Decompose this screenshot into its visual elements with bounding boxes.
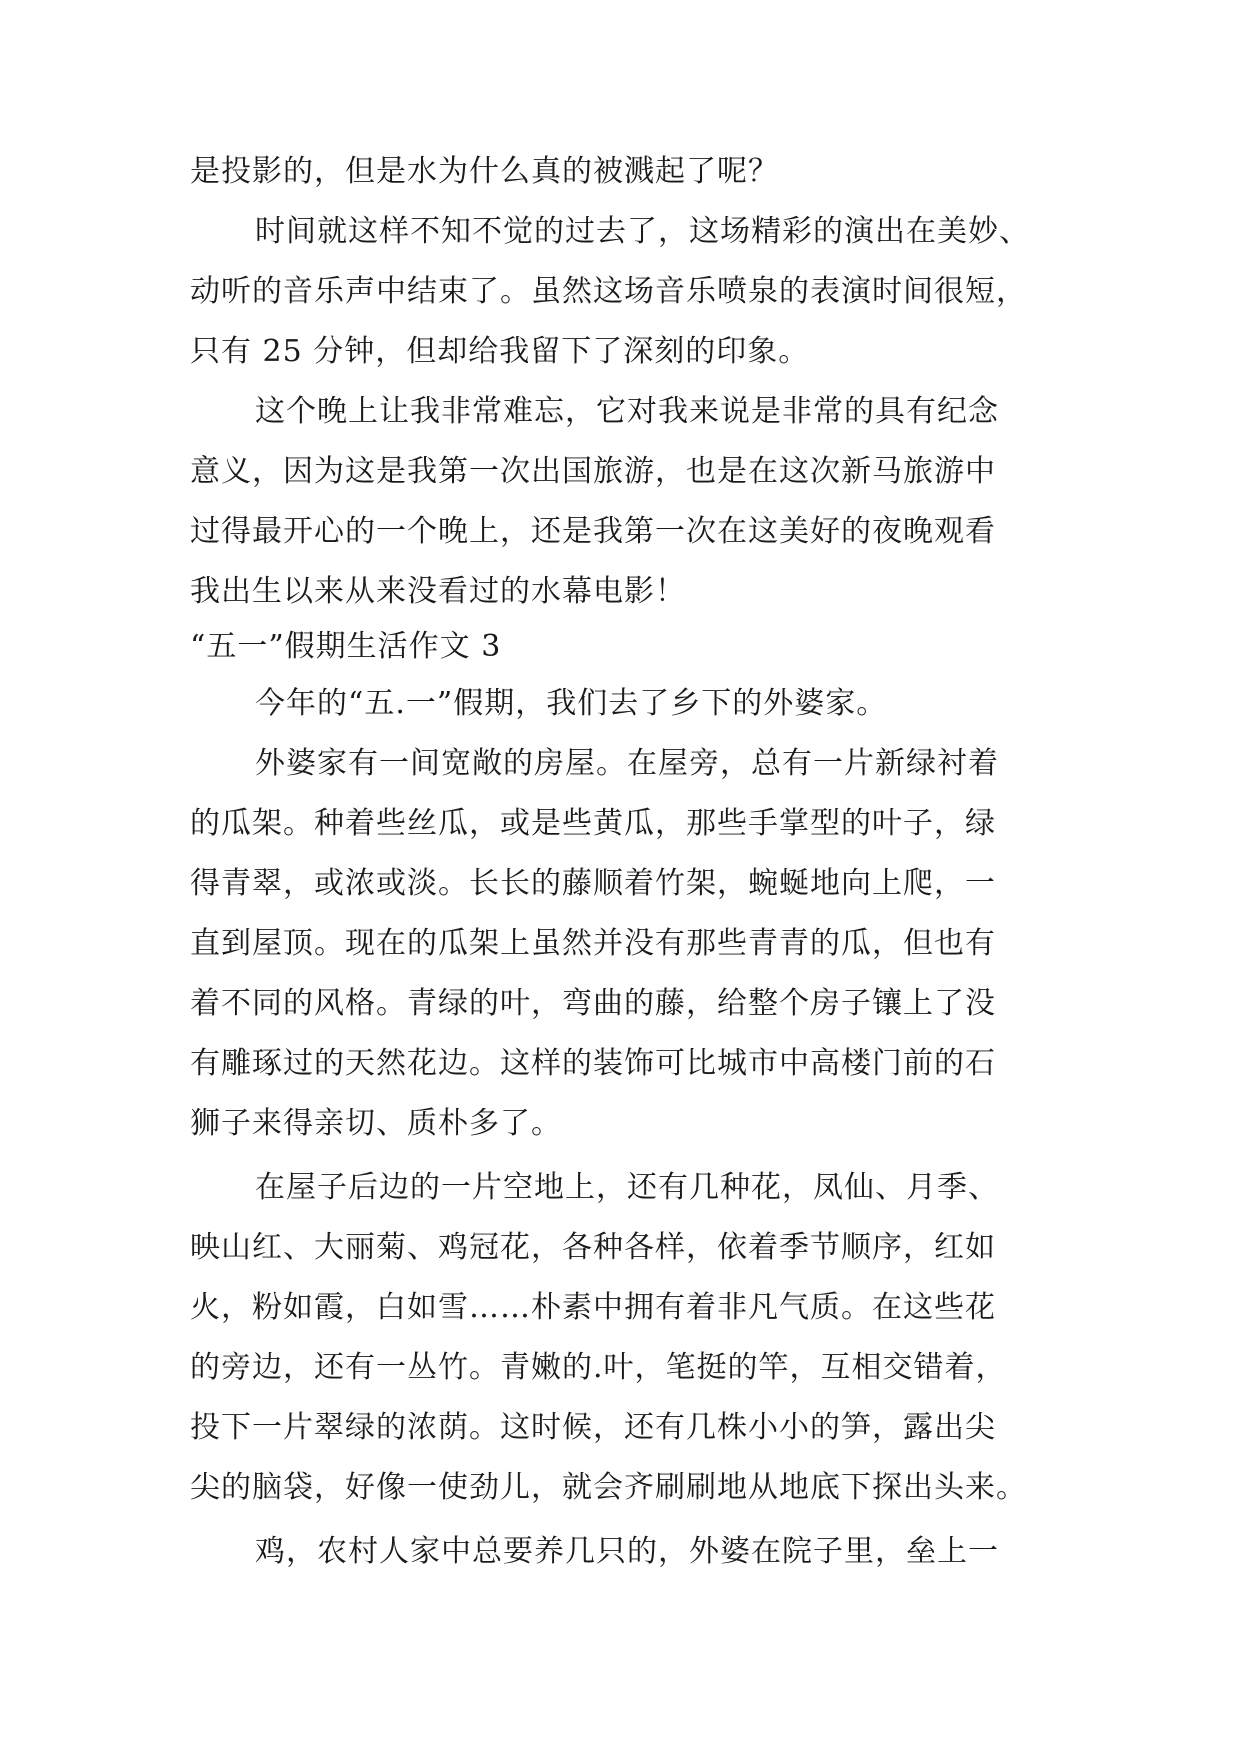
- text-line: 火，粉如霞，白如雪……朴素中拥有着非凡气质。在这些花: [190, 1290, 996, 1325]
- text-line: 映山红、大丽菊、鸡冠花，各种各样，依着季节顺序，红如: [190, 1230, 996, 1265]
- text-line: 尖的脑袋，好像一使劲儿，就会齐刷刷地从地底下探出头来。: [190, 1470, 1027, 1505]
- text-line: 的旁边，还有一丛竹。青嫩的.叶，笔挺的竿，互相交错着，: [190, 1350, 1007, 1385]
- text-line: 得青翠，或浓或淡。长长的藤顺着竹架，蜿蜒地向上爬，一: [190, 866, 996, 901]
- text-line: 投下一片翠绿的浓荫。这时候，还有几株小小的笋，露出尖: [190, 1410, 996, 1445]
- section-heading: “五一”假期生活作文 3: [190, 629, 502, 664]
- paragraph-start-line: 这个晚上让我非常难忘，它对我来说是非常的具有纪念: [255, 394, 999, 429]
- paragraph-start-line: 今年的“五.一”假期，我们去了乡下的外婆家。: [255, 686, 888, 721]
- text-line: 狮子来得亲切、质朴多了。: [190, 1106, 562, 1141]
- text-line: 有雕琢过的天然花边。这样的装饰可比城市中高楼门前的石: [190, 1046, 996, 1081]
- text-line: 的瓜架。种着些丝瓜，或是些黄瓜，那些手掌型的叶子，绿: [190, 806, 996, 841]
- paragraph-start-line: 时间就这样不知不觉的过去了，这场精彩的演出在美妙、: [255, 214, 1030, 249]
- text-line: 只有 25 分钟，但却给我留下了深刻的印象。: [190, 334, 810, 369]
- paragraph-start-line: 鸡，农村人家中总要养几只的，外婆在院子里，垒上一: [255, 1534, 999, 1569]
- text-line: 动听的音乐声中结束了。虽然这场音乐喷泉的表演时间很短，: [190, 274, 1027, 309]
- text-line: 意义，因为这是我第一次出国旅游，也是在这次新马旅游中: [190, 454, 996, 489]
- text-line: 过得最开心的一个晚上，还是我第一次在这美好的夜晚观看: [190, 514, 996, 549]
- paragraph-start-line: 外婆家有一间宽敞的房屋。在屋旁，总有一片新绿衬着: [255, 746, 999, 781]
- text-line: 直到屋顶。现在的瓜架上虽然并没有那些青青的瓜，但也有: [190, 926, 996, 961]
- text-line: 是投影的，但是水为什么真的被溅起了呢？: [190, 154, 779, 189]
- paragraph-start-line: 在屋子后边的一片空地上，还有几种花，凤仙、月季、: [255, 1170, 999, 1205]
- text-line: 着不同的风格。青绿的叶，弯曲的藤，给整个房子镶上了没: [190, 986, 996, 1021]
- text-line: 我出生以来从来没看过的水幕电影！: [190, 574, 686, 609]
